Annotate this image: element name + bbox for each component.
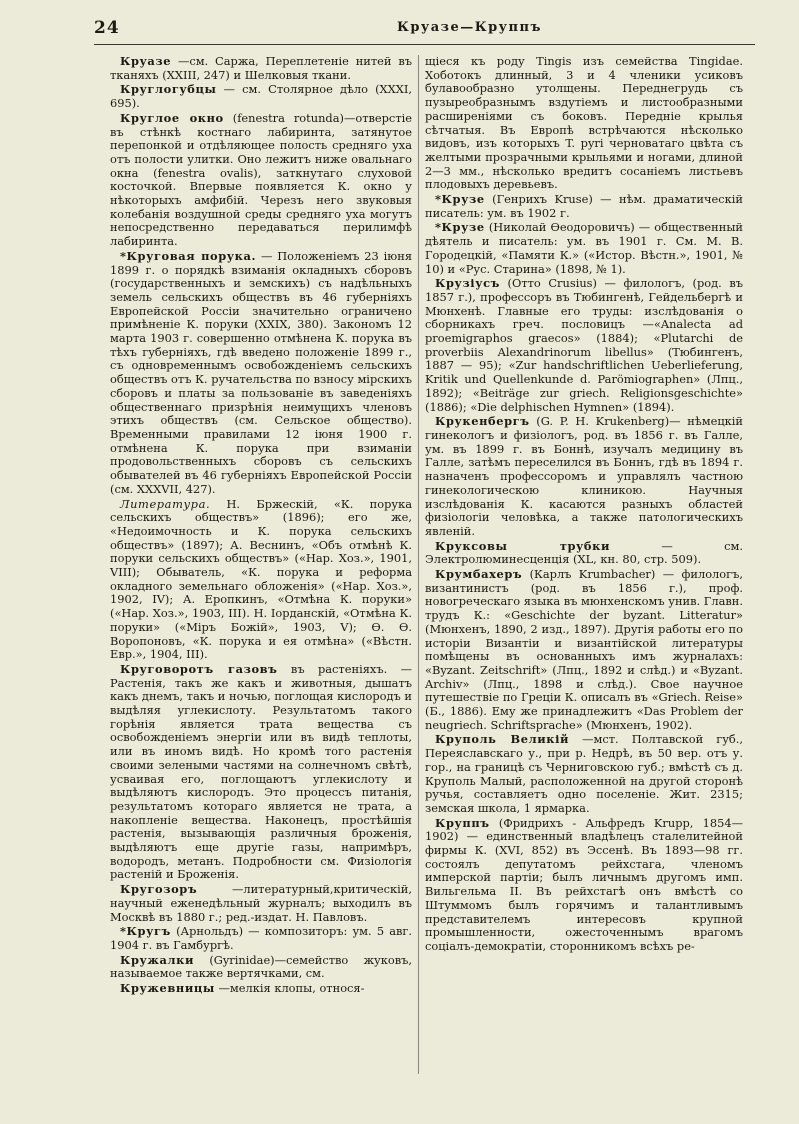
- dictionary-entry: [110, 982, 412, 996]
- entry-headword: Круполь Великій: [435, 732, 570, 747]
- entry-text: щіеся къ роду Tingis изъ семейства Tingidae. Хоботокъ длинный, 3 и 4 членики усиковъ булавообразно утолщены. Переднегрудь съ пузыреобразнымъ вздутіемъ и листообразными расширеніями съ боковъ. Передніе крылья сѣтчатыя. Въ Европѣ встрѣчаются нѣсколько видовъ, изъ которыхъ T. pyri черноватаго цвѣта съ желтыми прозрачными крыльями и ногами, длиной 2—3 мм., нѣсколько вредитъ сосанiемъ листьевъ плодовыхъ деревьевъ.: [425, 54, 743, 192]
- entry-headword: *Круговая порука.: [120, 248, 257, 263]
- entry-headword: Кругозоръ: [120, 882, 198, 897]
- entry-headword: Кружевницы: [120, 981, 215, 996]
- entry-text: (Gyrinidae)—семейство жуковъ, называемое также вертячками, см.: [110, 952, 413, 981]
- entry-text: — см. Электролюминесценція (XL, кн. 80, стр. 509).: [425, 538, 744, 567]
- entry-text: въ растеніяхъ. —Растенія, такъ же какъ и животныя, дышатъ какъ днемъ, такъ и ночью, поглощая кислородъ и выдѣляя углекислоту. Результатомъ такого горѣнія является трата вещества съ освобожденіемъ энергіи или въ видѣ теплоты, или въ иномъ видѣ. Но кромѣ того растенія своими зелеными частями на солнечномъ свѣтѣ, усваивая его, поглощаютъ углекислоту и выдѣляютъ кислородъ. Это процессъ питанія, результатомъ котораго является не трата, а накопленіе вещества. Наконецъ, простѣйшія растенія, вызывающія различныя броженія, выдѣляютъ еще другіе газы, напримѣръ, водородъ, метанъ. Подробности см. Физіологія растеній и Броженія.: [110, 661, 412, 882]
- header-rule: [94, 44, 755, 45]
- dictionary-entry: [110, 83, 412, 110]
- entry-headword: Круглое окно: [120, 110, 224, 125]
- dictionary-entry: [425, 415, 743, 538]
- right-column: [425, 55, 743, 955]
- entry-headword: Крузіусъ: [435, 276, 500, 291]
- dictionary-entry: [110, 112, 412, 249]
- entry-headword: Кружалки: [120, 952, 195, 967]
- dictionary-entry: [425, 733, 743, 815]
- dictionary-entry: [425, 221, 743, 276]
- entry-text: — см. Столярное дѣло (XXXI, 695).: [110, 82, 412, 111]
- entry-text: —см. Саржа, Переплетеніе нитей въ тканяхъ (XXIII, 247) и Шелковыя ткани.: [110, 54, 413, 82]
- entry-headword: *Крузе: [435, 220, 485, 235]
- page-number: 24: [94, 18, 120, 38]
- page-header: [94, 18, 755, 40]
- entry-headword: Круазе: [120, 54, 172, 68]
- dictionary-entry: [110, 925, 412, 952]
- entry-headword: *Крузе: [435, 192, 485, 207]
- entry-text: (G. P. H. Krukenberg)— нѣмецкій гинекологъ и физіологъ, род. въ 1856 г. въ Галле, ум. въ 1899 г. въ Боннѣ, изучалъ медицину въ Галле, затѣмъ переселился въ Боннъ, гдѣ въ 1894 г. назначенъ профессоромъ и управлялъ частною гинекологическою клиникою. Научныя изслѣдованія К. касаются разныхъ областей физіологіи человѣка, а также патологическихъ явленій.: [425, 414, 744, 538]
- entry-text: (Фридрихъ - Альфредъ Krupp, 1854—1902) — единственный владѣлецъ сталелитейной фирмы К. (XVI, 852) въ Эссенѣ. Въ 1893—98 гг. состоялъ депутатомъ рейхстага, членомъ имперской партіи; былъ личнымъ другомъ имп. Вильгельма II. Въ рейхстагѣ онъ вмѣстѣ со Штуммомъ былъ горячимъ и талантливымъ представителемъ интересовъ крупной промышленности, ожесточеннымъ врагомъ соціалъ-демократіи, сторонникомъ всѣхъ ре-: [425, 815, 743, 953]
- entry-text: (Генрихъ Kruse) — нѣм. драматическій писатель: ум. въ 1902 г.: [425, 192, 744, 220]
- entry-headword: Крукенбергъ: [435, 414, 530, 429]
- entry-text: —литературный,критическій, научный еженедѣльный журналъ; выходилъ въ Москвѣ въ 1880 г.; ред.-издат. Н. Павловъ.: [110, 882, 412, 924]
- column-divider: [418, 55, 419, 1074]
- dictionary-entry: [110, 954, 412, 981]
- entry-text: (Карлъ Krumbacher) — филологъ, византинистъ (род. въ 1856 г.), проф. новогреческаго языка въ мюнхенскомъ унив. Главн. трудъ К.: «Geschichte der byzant. Litteratur» (Мюнхенъ, 1890, 2 изд., 1897). Другія работы его по исторіи Византіи и византійской литературы помѣщены въ основанныхъ имъ журналахъ: «Byzant. Zeitschrift» (Лпц., 1892 и слѣд.) и «Byzant. Archiv» (Лпц., 1898 и слѣд.). Свое научное путешествіе по Греціи К. описалъ въ «Griech. Reise» (Б., 1886). Ему же принадлежитъ «Das Problem der neugriech. Schriftsprache» (Мюнхенъ, 1902).: [425, 567, 743, 732]
- entry-text: —мст. Полтавской губ., Переяславскаго у., при р. Недрѣ, въ 50 вер. отъ у. гор., на границѣ съ Черниговскою губ.; вмѣстѣ съ д. Круполь Малый, расположенной на другой сторонѣ ручья, составляетъ одно поселеніе. Жит. 2315; земская школа, 1 ярмарка.: [425, 732, 743, 815]
- entry-headword: Крумбахеръ: [435, 567, 523, 582]
- entry-headword: Круппъ: [435, 815, 490, 830]
- entry-text: (Арнольдъ) — композиторъ: ум. 5 авг. 1904 г. въ Гамбургѣ.: [110, 924, 413, 952]
- dictionary-entry: [425, 277, 743, 414]
- entry-text: Н. Бржескій, «К. порука сельскихъ обществъ» (1896); его же, «Недоимочность и К. порука сельскихъ обществъ» (1897); А. Веснинъ, «Объ отмѣнѣ К. поруки сельскихъ обществъ» («Нар. Хоз.», 1901, VIII); Обыватель, «К. порука и реформа окладного земельнаго обложенія» («Нар. Хоз.», 1902, IV); А. Еропкинъ, «Отмѣна К. поруки» («Нар. Хоз.», 1903, III). Н. Іорданскій, «Отмѣна К. поруки» («Міръ Божій», 1903, V); Ө. Ө. Воропоновъ, «К. порука и ея отмѣна» («Вѣстн. Евр.», 1904, III).: [110, 496, 412, 662]
- entry-headword: *Кругъ: [120, 924, 171, 939]
- entry-headword: Круглогубцы: [120, 82, 217, 97]
- entry-text: —мелкія клопы, относя-: [218, 981, 365, 996]
- dictionary-entry: [110, 883, 412, 924]
- entry-headword: Круговоротъ газовъ: [120, 661, 278, 676]
- dictionary-entry: [110, 55, 412, 82]
- entry-text: (Отто Crusius) — филологъ, (род. въ 1857 г.), профессоръ въ Тюбингенѣ, Гейдельбергѣ и Мюнхенѣ. Главные его труды: изслѣдованія о сборникахъ греч. пословицъ —«Analecta ad proemigraphos graecos» (1884); «Plutarchi de proverbiis Alexandrinorum libellus» (Тюбингенъ, 1887 — 95); «Zur handschriftlichen Ueberlieferung, Kritik und Quellenkunde d. Parömiographen» (Лпц., 1892); «Beiträge zur griech. Religionsgeschichte» (1886); «Die delphischen Hymnen» (1894).: [425, 276, 743, 414]
- dictionary-entry: [110, 250, 412, 497]
- entry-headword: Литература.: [120, 496, 211, 511]
- entry-text: (Николай Өеодоровичъ) — общественный дѣятель и писатель: ум. въ 1901 г. См. М. В. Городецкій, «Памяти К.» («Истор. Вѣстн.», 1901, № 10) и «Рус. Старина» (1898, № 1).: [425, 220, 743, 276]
- dictionary-entry: [110, 663, 412, 882]
- running-title: Круазе—Круппъ: [397, 20, 542, 35]
- entry-text: — Положеніемъ 23 іюня 1899 г. о порядкѣ взиманія окладныхъ сборовъ (государственныхъ и земскихъ) съ надѣльныхъ земель сельскихъ обществъ въ 46 губерніяхъ Европейской Россіи значительно ограничено примѣненіе К. поруки (XXIX, 380). Закономъ 12 марта 1903 г. совершенно отмѣнена К. порука въ тѣхъ губерніяхъ, гдѣ введено положеніе 1899 г., съ одновременнымъ освобожденіемъ сельскихъ обществъ отъ К. ручательства по взносу мірскихъ сборовъ и платы за пользованіе въ заведеніяхъ общественнаго призрѣнія неимущихъ членовъ этихъ обществъ (см. Сельское общество). Временными правилами 12 іюня 1900 г. отмѣнена К. порука при взиманіи продовольственныхъ сборовъ съ сельскихъ обывателей въ 46 губерніяхъ Европейской Россіи (см. XXXVII, 427).: [110, 248, 413, 496]
- dictionary-entry: [425, 817, 743, 954]
- left-column: [110, 55, 412, 997]
- dictionary-entry: [425, 193, 743, 220]
- dictionary-entry: [425, 568, 743, 732]
- dictionary-entry: [425, 540, 743, 567]
- entry-text: (fenestra rotunda)—отверстіе въ стѣнкѣ костнаго лабиринта, затянутое перепонкой и отдѣляющее полость средняго уха отъ полости улитки. Оно лежитъ ниже овальнаго окна (fenestra ovalis), заткнутаго слуховой косточкой. Впервые появляется К. окно у нѣкоторыхъ амфибій. Черезъ него звуковыя колебанія воздушной среды средняго уха могутъ непосредственно передаваться перилимфѣ лабиринта.: [110, 110, 413, 249]
- dictionary-entry: [110, 498, 412, 662]
- dictionary-entry: [425, 55, 743, 192]
- entry-headword: Круксовы трубки: [435, 538, 611, 553]
